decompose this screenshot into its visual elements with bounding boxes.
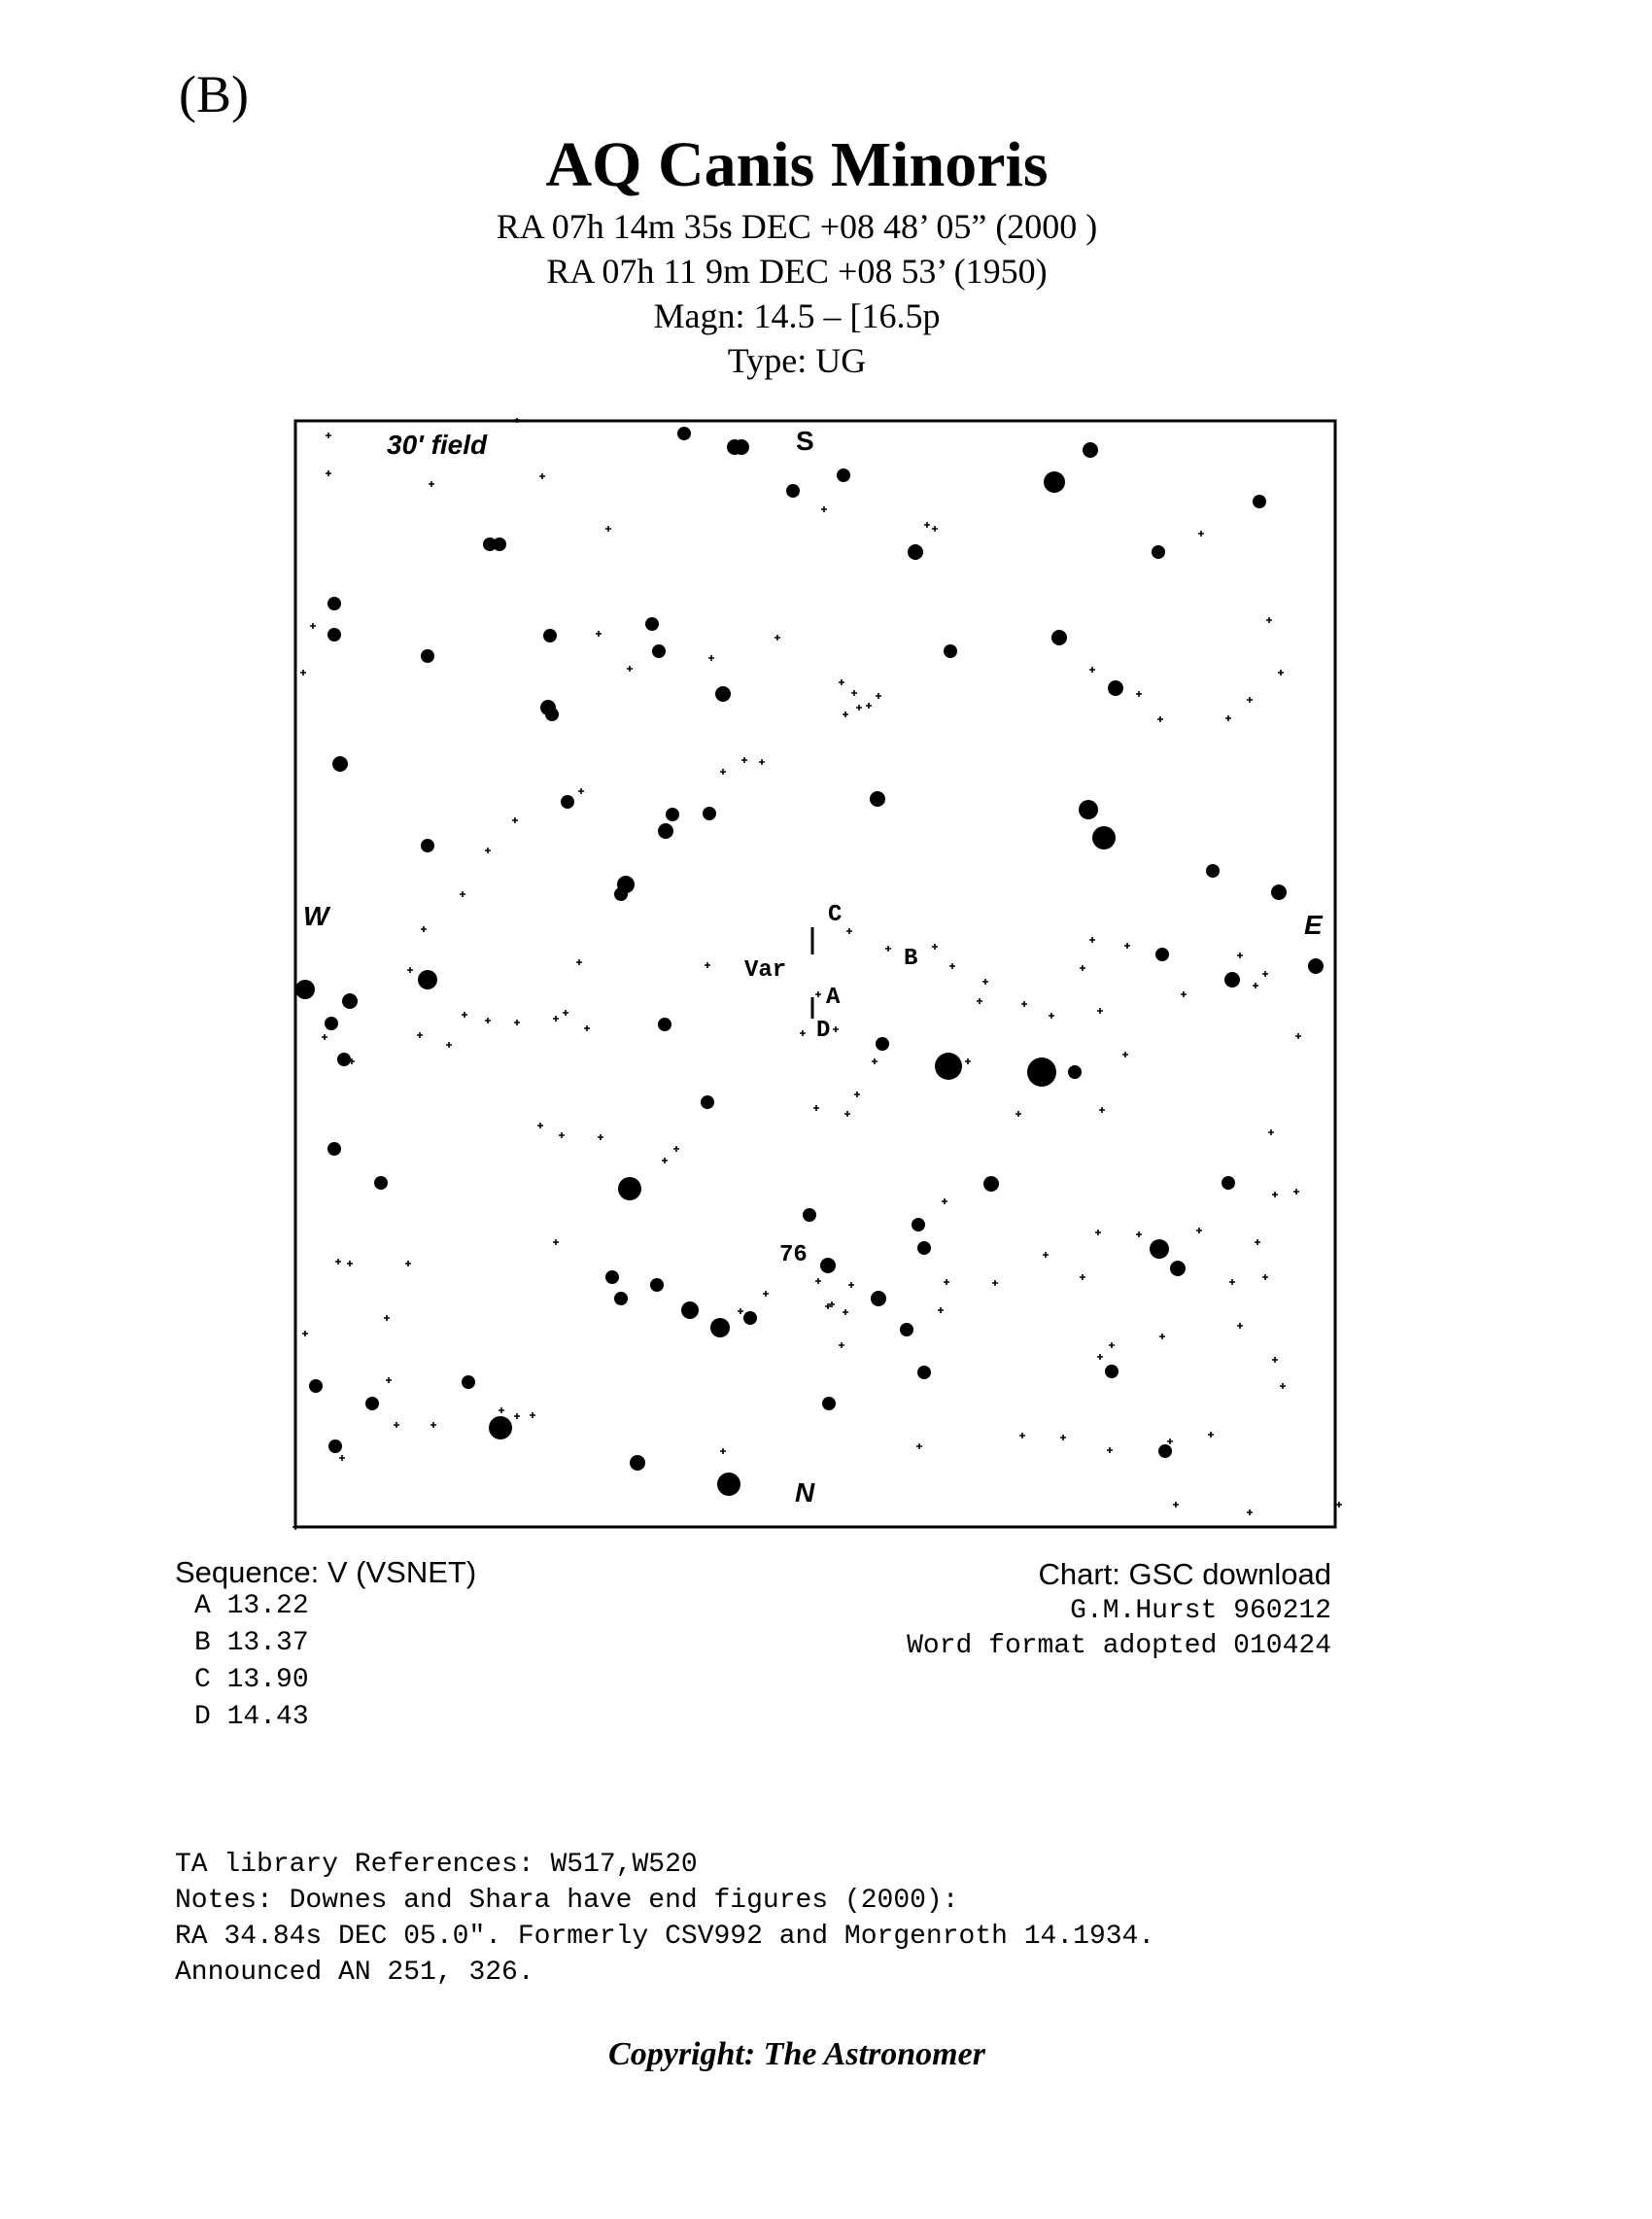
star-dot (543, 629, 557, 642)
faint-star-mark (1043, 1252, 1049, 1258)
faint-star-mark (705, 962, 710, 968)
faint-star-mark (741, 757, 747, 763)
star-dot (327, 597, 341, 610)
faint-star-mark (417, 1032, 423, 1038)
coordinates-2000: RA 07h 14m 35s DEC +08 48’ 05” (2000 ) (496, 207, 1098, 246)
star-dot (645, 617, 659, 631)
faint-star-mark (559, 1132, 565, 1138)
faint-star-mark (553, 1016, 559, 1022)
star-dot (374, 1176, 388, 1190)
faint-star-mark (872, 1058, 878, 1064)
faint-star-mark (576, 959, 582, 965)
star-dot (1044, 471, 1065, 493)
notes-line: Notes: Downes and Shara have end figures (2000): (175, 1886, 959, 1916)
faint-star-mark (1278, 670, 1284, 676)
star-dot (493, 537, 506, 551)
faint-star-mark (1181, 991, 1187, 997)
comparison-label-d: D (816, 1018, 831, 1044)
star-dot (327, 1142, 341, 1156)
star-dot (681, 1301, 699, 1319)
star-dot (820, 1258, 836, 1273)
faint-star-mark (1196, 1228, 1202, 1233)
faint-star-mark (932, 944, 938, 950)
faint-star-mark (1266, 617, 1272, 623)
notes-block (175, 1847, 1154, 1991)
faint-star-mark (460, 891, 465, 897)
faint-star-mark (384, 1315, 390, 1321)
faint-star-mark (1173, 1502, 1179, 1508)
faint-star-mark (1159, 1334, 1165, 1339)
notes-line: RA 34.84s DEC 05.0". Formerly CSV992 and Morgenroth 14.1934. (175, 1922, 1155, 1952)
star-dot (703, 807, 716, 820)
faint-star-mark (876, 693, 881, 699)
faint-star-mark (851, 690, 857, 696)
chart-header (0, 126, 1594, 383)
comparison-label-b: B (904, 946, 918, 972)
star-dot (803, 1208, 816, 1222)
star-dot (1170, 1261, 1186, 1276)
faint-star-mark (605, 526, 611, 532)
star-group (293, 418, 1342, 1530)
star-dot (871, 1291, 886, 1306)
faint-star-mark (833, 1026, 839, 1032)
faint-star-mark (738, 1308, 743, 1314)
faint-star-mark (1049, 1013, 1054, 1019)
star-dot (325, 1017, 338, 1030)
faint-star-mark (514, 1413, 520, 1419)
star-dot (734, 439, 749, 455)
faint-star-mark (405, 1261, 411, 1266)
faint-star-mark (1272, 1192, 1278, 1197)
faint-star-mark (326, 433, 331, 438)
star-dot (545, 708, 559, 721)
star-dot (677, 427, 691, 440)
direction-north-label: N (795, 1477, 815, 1508)
star-dot (917, 1366, 931, 1379)
faint-star-mark (932, 526, 938, 532)
star-dot (822, 1397, 836, 1410)
star-dot (1308, 958, 1324, 974)
magnitude-range: Magn: 14.5 – [16.5p (653, 296, 941, 335)
star-dot (1253, 495, 1266, 508)
faint-star-mark (485, 1018, 491, 1023)
faint-star-mark (1019, 1433, 1025, 1439)
faint-star-mark (339, 1455, 345, 1461)
sequence-row-c: C 13.90 (194, 1665, 309, 1695)
faint-star-mark (627, 666, 633, 672)
faint-star-mark (774, 635, 780, 641)
star-dot (421, 649, 434, 663)
faint-star-mark (485, 848, 491, 853)
star-dot (328, 1439, 342, 1453)
sequence-row-d: D 14.43 (194, 1702, 309, 1732)
faint-star-mark (844, 1111, 850, 1117)
star-dot (652, 644, 666, 658)
star-dot (630, 1455, 645, 1471)
faint-star-mark (1198, 531, 1204, 537)
star-label-76: 76 (779, 1242, 808, 1268)
star-dot (944, 644, 957, 658)
chart-format-note: Word format adopted 010424 (907, 1631, 1331, 1661)
chart-author: G.M.Hurst 960212 (1070, 1596, 1331, 1626)
star-dot (837, 468, 850, 482)
notes-line: Announced AN 251, 326. (175, 1958, 534, 1988)
faint-star-mark (949, 963, 955, 969)
star-dot (917, 1241, 931, 1255)
star-dot (717, 1473, 740, 1496)
star-dot (295, 980, 315, 999)
faint-star-mark (965, 1058, 971, 1064)
faint-star-mark (563, 1010, 568, 1016)
faint-star-mark (843, 1309, 848, 1315)
star-dot (650, 1278, 664, 1292)
chart-frame (295, 421, 1335, 1527)
faint-star-mark (1237, 1323, 1243, 1329)
faint-star-mark (1109, 1342, 1115, 1348)
faint-star-mark (539, 473, 545, 479)
star-dot (1150, 1239, 1169, 1259)
star-dot (342, 993, 358, 1009)
faint-star-mark (1060, 1435, 1066, 1440)
star-dot (614, 1292, 628, 1305)
star-dot (309, 1379, 323, 1393)
coordinates-1950: RA 07h 11 9m DEC +08 53’ (1950) (546, 252, 1048, 291)
sequence-title: Sequence: V (VSNET) (175, 1555, 477, 1589)
faint-star-mark (1157, 716, 1163, 722)
star-dot (658, 1018, 671, 1031)
star-dot (935, 1053, 962, 1080)
faint-star-mark (843, 711, 848, 717)
faint-star-mark (514, 1020, 520, 1025)
faint-star-mark (916, 1443, 922, 1449)
faint-star-mark (924, 522, 930, 528)
sequence-row-a: A 13.22 (194, 1591, 309, 1621)
star-dot (1155, 948, 1169, 961)
direction-south-label: S (796, 426, 814, 456)
faint-star-mark (944, 1279, 949, 1285)
faint-star-mark (421, 926, 427, 932)
faint-star-mark (530, 1412, 535, 1418)
chart-source: Chart: GSC download (1038, 1557, 1331, 1591)
faint-star-mark (1237, 953, 1243, 958)
faint-star-mark (1262, 1274, 1268, 1280)
direction-west-label: W (303, 901, 329, 931)
faint-star-mark (1268, 1129, 1274, 1135)
star-dot (715, 686, 731, 702)
copyright-notice: Copyright: The Astronomer (608, 2036, 985, 2072)
faint-star-mark (1080, 965, 1085, 971)
faint-star-mark (1107, 1447, 1113, 1453)
faint-star-mark (1089, 667, 1095, 673)
variable-star-label: Var (744, 957, 787, 984)
comparison-label-a: A (826, 985, 841, 1011)
faint-star-mark (429, 481, 434, 487)
faint-star-mark (499, 1407, 504, 1413)
faint-star-mark (537, 1123, 543, 1128)
faint-star-mark (1080, 1274, 1085, 1280)
star-dot (1158, 1444, 1172, 1458)
star-dot (1083, 442, 1098, 458)
star-dot (1271, 884, 1287, 900)
comparison-label-c: C (828, 902, 843, 928)
faint-star-mark (720, 769, 726, 775)
faint-star-mark (1167, 1439, 1173, 1444)
faint-star-mark (1095, 1230, 1101, 1235)
faint-star-mark (1262, 971, 1268, 977)
star-dot (1079, 800, 1098, 819)
faint-star-mark (386, 1377, 392, 1383)
faint-star-mark (1208, 1432, 1214, 1438)
field-size-label: 30' field (387, 430, 488, 460)
chart-credits (907, 1555, 1331, 1664)
faint-star-mark (462, 1012, 467, 1018)
star-dot (983, 1176, 999, 1192)
star-dot (1092, 826, 1116, 849)
faint-star-mark (584, 1025, 590, 1031)
faint-star-mark (578, 788, 584, 794)
faint-star-mark (821, 506, 827, 512)
faint-star-mark (394, 1422, 399, 1428)
finder-chart (288, 418, 1342, 1532)
faint-star-mark (720, 1448, 726, 1454)
faint-star-mark (1293, 1189, 1299, 1195)
faint-star-mark (856, 705, 862, 711)
star-dot (1152, 545, 1165, 559)
faint-star-mark (1280, 1383, 1286, 1389)
star-dot (900, 1323, 913, 1336)
faint-star-mark (942, 1198, 947, 1204)
faint-star-mark (800, 1030, 806, 1036)
faint-star-mark (662, 1158, 668, 1163)
faint-star-mark (1253, 983, 1258, 988)
star-dot (337, 1053, 351, 1066)
star-dot (710, 1318, 730, 1337)
faint-star-mark (512, 817, 518, 823)
star-dot (1051, 630, 1067, 645)
star-dot (1105, 1365, 1119, 1378)
faint-star-mark (854, 1092, 860, 1097)
star-dot (743, 1311, 757, 1325)
faint-star-mark (553, 1239, 559, 1245)
sequence-row-b: B 13.37 (194, 1628, 309, 1658)
faint-star-mark (1229, 1279, 1235, 1285)
faint-star-mark (977, 998, 982, 1004)
star-dot (489, 1416, 512, 1439)
faint-star-mark (815, 991, 821, 997)
star-dot (1108, 680, 1123, 696)
star-dot (658, 823, 673, 839)
star-dot (332, 756, 348, 772)
star-dot (666, 808, 679, 821)
star-field (288, 418, 1342, 1532)
faint-star-mark (1255, 1239, 1260, 1245)
faint-star-mark (347, 1261, 353, 1266)
star-dot (701, 1095, 714, 1109)
star-dot (870, 791, 885, 807)
notes-references: TA library References: W517,W520 (175, 1850, 698, 1880)
faint-star-mark (938, 1307, 944, 1313)
faint-star-mark (815, 1278, 821, 1284)
faint-star-mark (673, 1146, 679, 1152)
faint-star-mark (1122, 1052, 1128, 1057)
star-dot (1224, 972, 1240, 988)
faint-star-mark (1247, 697, 1253, 703)
star-dot (561, 795, 574, 809)
faint-star-mark (759, 759, 765, 765)
direction-east-label: E (1304, 910, 1323, 940)
faint-star-mark (322, 1034, 327, 1040)
faint-star-mark (446, 1042, 452, 1048)
faint-star-mark (293, 1524, 298, 1530)
faint-star-mark (1099, 1107, 1105, 1113)
star-dot (614, 887, 628, 901)
faint-star-mark (1295, 1033, 1301, 1039)
star-dot (908, 544, 923, 560)
star-dot (1068, 1065, 1082, 1079)
faint-star-mark (1225, 715, 1231, 721)
faint-star-mark (1124, 943, 1130, 949)
panel-label: (B) (179, 65, 249, 123)
star-dot (421, 839, 434, 852)
faint-star-mark (430, 1422, 436, 1428)
faint-star-mark (1089, 937, 1095, 943)
faint-star-mark (846, 928, 852, 934)
faint-star-mark (596, 631, 602, 637)
star-dot (876, 1037, 889, 1051)
faint-star-mark (598, 1134, 603, 1140)
star-dot (1206, 864, 1220, 878)
faint-star-mark (1247, 1509, 1253, 1515)
faint-star-mark (763, 1291, 769, 1297)
faint-star-mark (992, 1280, 998, 1286)
star-dot (418, 970, 437, 989)
faint-star-mark (982, 979, 988, 985)
page-title: AQ Canis Minoris (545, 129, 1049, 200)
faint-star-mark (848, 1282, 854, 1288)
faint-star-mark (708, 655, 714, 661)
star-dot (618, 1177, 641, 1200)
star-dot (327, 628, 341, 641)
star-dot (1222, 1176, 1235, 1190)
faint-star-mark (1272, 1357, 1278, 1363)
faint-star-mark (813, 1105, 819, 1111)
faint-star-mark (300, 670, 306, 676)
star-dot (462, 1375, 475, 1389)
faint-star-mark (866, 703, 872, 709)
faint-star-mark (1136, 1231, 1142, 1237)
faint-star-mark (326, 470, 331, 476)
star-dot (912, 1218, 925, 1231)
faint-star-mark (1097, 1008, 1103, 1014)
faint-star-mark (839, 679, 844, 685)
faint-star-mark (1136, 691, 1142, 697)
faint-star-mark (1097, 1354, 1103, 1360)
faint-star-mark (1015, 1111, 1021, 1117)
faint-star-mark (1021, 1001, 1027, 1007)
faint-star-mark (407, 967, 413, 973)
faint-star-mark (302, 1331, 308, 1336)
faint-star-mark (885, 946, 891, 952)
star-dot (605, 1270, 619, 1284)
variable-type: Type: UG (727, 341, 867, 380)
star-dot (786, 484, 800, 498)
star-dot (365, 1397, 379, 1410)
star-dot (1027, 1057, 1056, 1087)
faint-star-mark (310, 623, 316, 629)
faint-star-mark (335, 1259, 341, 1265)
faint-star-mark (839, 1342, 844, 1348)
faint-star-mark (1336, 1502, 1342, 1508)
